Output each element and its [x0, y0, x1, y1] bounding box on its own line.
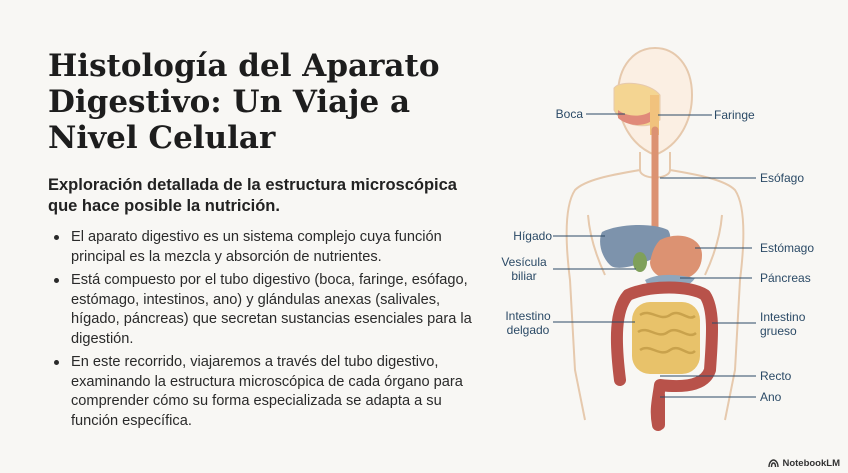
small-intestine — [632, 302, 700, 374]
bullet-dot-icon — [54, 278, 59, 283]
rectum — [653, 390, 665, 430]
bullet-item — [48, 353, 478, 431]
bullet-item — [48, 228, 478, 267]
bullet-list — [48, 228, 478, 435]
bullet-text: Está compuesto por el tubo digestivo (boca, faringe, esófago, estómago, intestinos, ano) y glándulas anexas (salivales, hígado, páncreas) que secretan sustancias esenciales para la digestión. — [71, 272, 472, 347]
label-esofago: Esófago — [760, 171, 805, 185]
slide-subtitle: Exploración detallada de la estructura microscópica que hace posible la nutrición. — [48, 176, 457, 215]
label-estomago: Estómago — [760, 241, 815, 255]
slide-title: Histología del Aparato Digestivo: Un Viaje a Nivel Celular — [48, 48, 440, 156]
label-higado: Hígado — [513, 229, 552, 243]
bullet-dot-icon — [54, 235, 59, 240]
label-boca: Boca — [555, 107, 583, 121]
label-ano: Ano — [760, 390, 782, 404]
notebooklm-logo-icon — [768, 459, 779, 468]
label-recto: Recto — [760, 369, 792, 383]
bullet-dot-icon — [54, 360, 59, 365]
bullet-item — [48, 271, 478, 349]
bullet-text: El aparato digestivo es un sistema complejo cuya función principal es la mezcla y absorción de nutrientes. — [71, 229, 442, 265]
label-pancreas: Páncreas — [760, 271, 811, 285]
label-vesicula: Vesícula biliar — [501, 255, 547, 283]
label-intestino-grueso: Intestino grueso — [760, 310, 806, 338]
footer-brand-text: NotebookLM — [782, 458, 840, 469]
label-faringe: Faringe — [714, 108, 755, 122]
bullet-text: En este recorrido, viajaremos a través del tubo digestivo, examinando la estructura microscópica de cada órgano para comprender cómo su forma especializada se adapta a su función específica. — [71, 354, 463, 429]
label-intestino-delgado: Intestino delgado — [505, 309, 551, 337]
footer-brand — [768, 458, 840, 469]
digestive-system-diagram — [490, 40, 848, 460]
